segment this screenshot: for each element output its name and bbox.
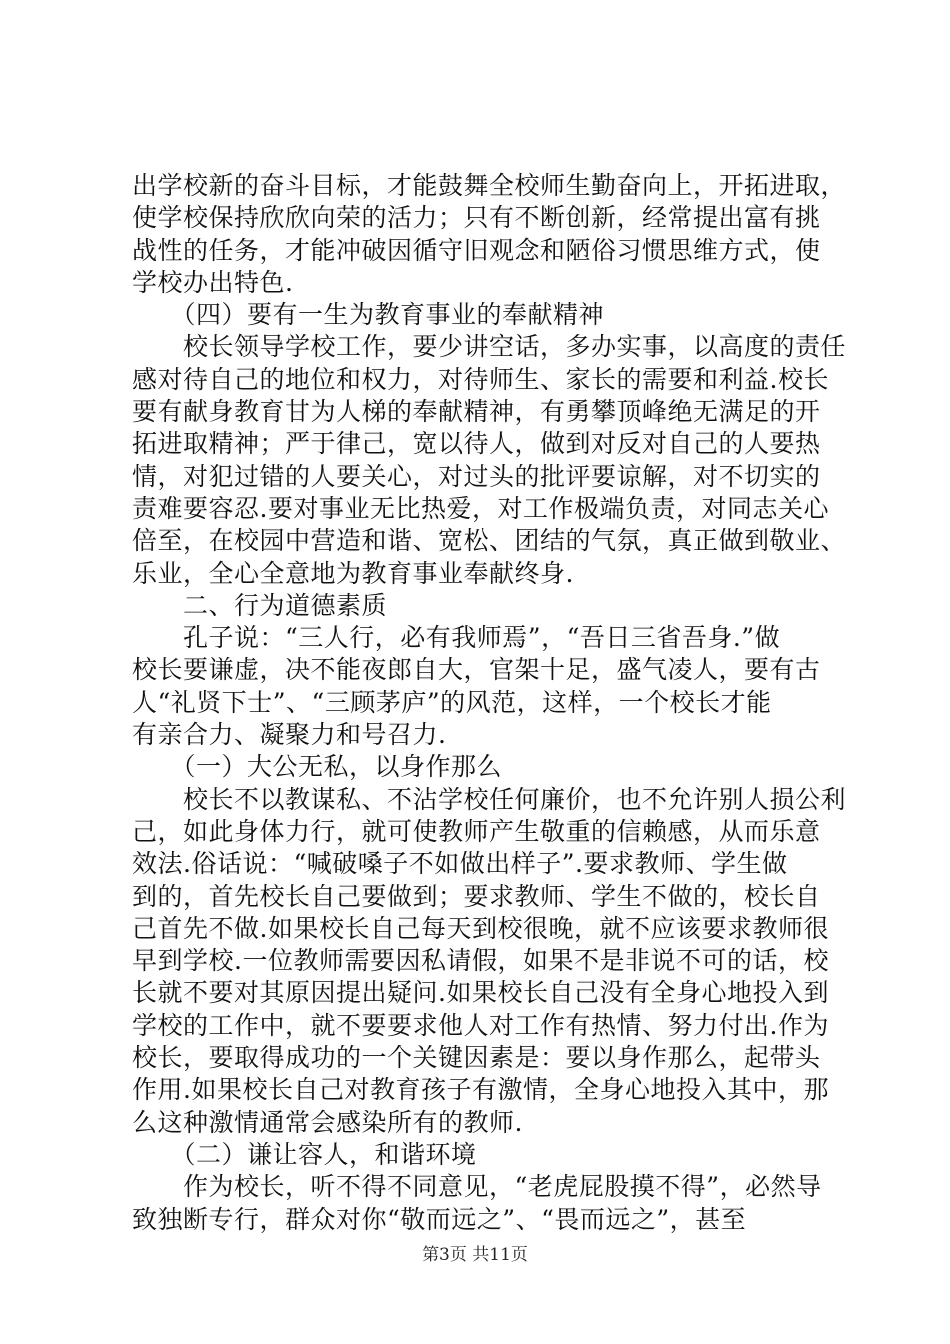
text-line: （一）大公无私，以身作那么 xyxy=(132,752,503,782)
text-line: 乐业，全心全意地为教育事业奉献终身. xyxy=(132,558,574,588)
page-footer: 第3页 共11页 xyxy=(422,1245,528,1265)
text-line: 使学校保持欣欣向荣的活力；只有不断创新，经常提出富有挑 xyxy=(132,203,821,233)
text-line: 校长领导学校工作，要少讲空话，多办实事，以高度的责任 xyxy=(132,332,847,362)
text-line: 人“礼贤下士”、“三顾茅庐”的风范，这样，一个校长才能 xyxy=(132,687,772,717)
text-line: 拓进取精神；严于律己，宽以待人，做到对反对自己的人要热 xyxy=(132,429,821,459)
text-line: 出学校新的奋斗目标，才能鼓舞全校师生勤奋向上，开拓进取， xyxy=(132,171,847,200)
text-line: 情，对犯过错的人要关心，对过头的批评要谅解，对不切实的 xyxy=(132,461,821,491)
text-line: 战性的任务，才能冲破因循守旧观念和陋俗习惯思维方式，使 xyxy=(132,235,821,265)
text-line: 校长要谦虚，决不能夜郎自大，官架十足，盛气凌人，要有古 xyxy=(132,655,821,685)
document-body xyxy=(132,170,847,1236)
text-line: 长就不要对其原因提出疑问.如果校长自己没有全身心地投入到 xyxy=(132,978,829,1008)
text-line: 到的，首先校长自己要做到；要求教师、学生不做的，校长自 xyxy=(132,881,821,911)
text-line: 感对待自己的地位和权力，对待师生、家长的需要和利益.校长 xyxy=(132,364,829,394)
text-line: 作用.如果校长自己对教育孩子有激情，全身心地投入其中，那 xyxy=(132,1075,829,1105)
text-line: 致独断专行，群众对你“敬而远之”、“畏而远之”，甚至 xyxy=(132,1204,747,1234)
text-line: 责难要容忍.要对事业无比热爱，对工作极端负责，对同志关心 xyxy=(132,493,829,523)
text-line: 校长不以教谋私、不沾学校任何廉价，也不允许别人损公利 xyxy=(132,784,847,814)
text-line: （二）谦让容人，和谐环境 xyxy=(132,1139,477,1169)
text-line: 校长，要取得成功的一个关键因素是：要以身作那么，起带头 xyxy=(132,1043,821,1073)
text-line: 效法.俗话说：“喊破嗓子不如做出样子”.要求教师、学生做 xyxy=(132,849,788,879)
text-line: 己首先不做.如果校长自己每天到校很晚，就不应该要求教师很 xyxy=(132,913,829,943)
text-line: 有亲合力、凝聚力和号召力. xyxy=(132,720,447,750)
text-line: （四）要有一生为教育事业的奉献精神 xyxy=(132,300,605,330)
text-line: 么这种激情通常会感染所有的教师. xyxy=(132,1107,523,1137)
text-line: 要有献身教育甘为人梯的奉献精神，有勇攀顶峰绝无满足的开 xyxy=(132,397,821,427)
text-line: 学校办出特色. xyxy=(132,267,294,297)
text-line: 倍至，在校园中营造和谐、宽松、团结的气氛，真正做到敬业、 xyxy=(132,526,847,556)
text-line: 二、行为道德素质 xyxy=(132,590,388,620)
text-line: 己，如此身体力行，就可使教师产生敬重的信赖感，从而乐意 xyxy=(132,816,821,846)
text-line: 早到学校.一位教师需要因私请假，如果不是非说不可的话，校 xyxy=(132,946,829,976)
text-line: 作为校长，听不得不同意见，“老虎屁股摸不得”，必然导 xyxy=(132,1172,822,1202)
text-line: 学校的工作中，就不要要求他人对工作有热情、努力付出.作为 xyxy=(132,1010,829,1040)
text-line: 孔子说：“三人行，必有我师焉”，“吾日三省吾身.”做 xyxy=(132,623,781,653)
